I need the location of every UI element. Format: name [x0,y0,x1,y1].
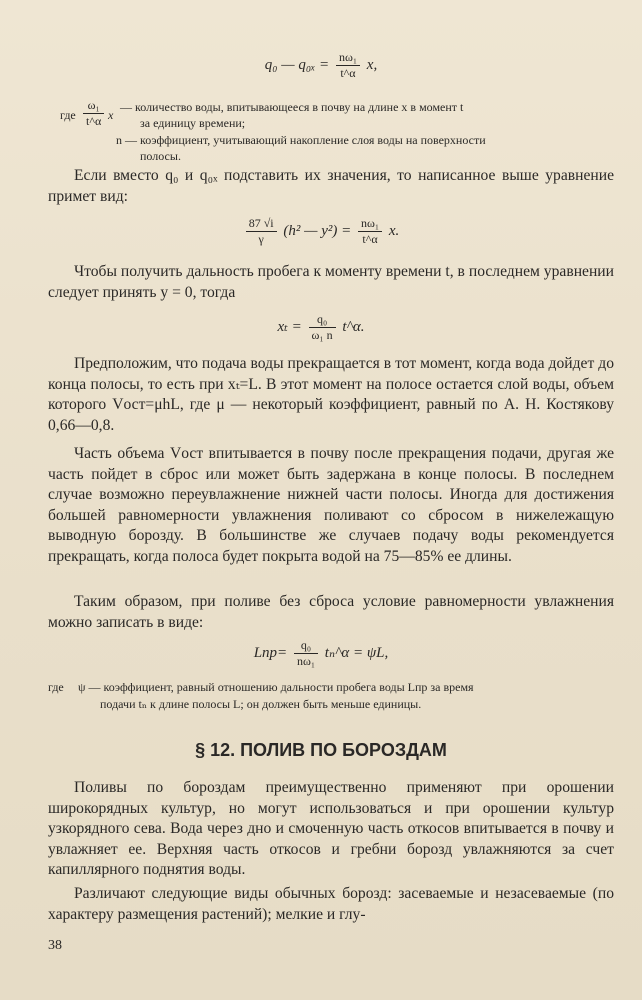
formula-1 [0,50,642,81]
formula-4-numerator: q₀ [294,638,318,654]
where-desc-2a: n — коэффициент, учитывающий накопление слоя воды на поверхности [116,133,486,147]
formula-4-right: tₙ^α = ψL, [324,644,389,661]
formula-3-numerator: q₀ [309,312,336,328]
where-desc-psi-1: ψ — коэффициент, равный отношению дальности пробега воды Lпр за время [78,680,474,694]
formula-2-right: x. [388,222,400,239]
paragraph-4 [48,444,614,568]
formula-2-fraction-2 [358,216,382,247]
where-block-2 [0,680,642,716]
paragraph-5 [48,592,614,633]
formula-1-numerator: nω₁ [336,50,360,66]
section-heading: § 12. ПОЛИВ ПО БОРОЗДАМ [195,740,447,760]
where-symbol-fraction [83,98,104,129]
formula-4-left: Lпр= [253,644,288,661]
formula-3-denominator: ω₁ n [311,328,333,342]
formula-1-right: x, [366,56,378,73]
paragraph-1-text: Если вместо q₀ и q₀ₓ подставить их значения, то написанное выше уравнение примет вид: [48,167,614,205]
formula-2-numerator-1: 87 √i [246,216,277,232]
paragraph-1 [48,166,614,207]
paragraph-5-text: Таким образом, при поливе без сброса условие равномерности увлажнения можно записать в виде: [48,593,614,631]
paragraph-2 [48,262,614,303]
paragraph-7 [48,884,614,925]
where-label-2: где [48,680,64,694]
where-symbol-numerator: ω₁ [83,98,104,114]
formula-2-fraction-1 [246,216,277,247]
formula-1-fraction [336,50,360,81]
formula-1-left: q₀ — q₀ₓ = [264,56,330,73]
where-label-1: где [60,108,76,122]
page-number: 38 [48,938,62,953]
formula-2-denominator-1: γ [258,232,264,246]
where-symbol-x: x [108,108,114,122]
formula-2-numerator-2: nω₁ [358,216,382,232]
formula-3 [0,312,642,343]
where-desc-psi-2: подачи tₙ к длине полосы L; он должен быть меньше единицы. [100,697,422,711]
paragraph-4-text: Часть объема Vост впитывается в почву после прекращения подачи, другая же часть пойдет в сброс или может быть задержана в конце полосы. В последнем случае возможно переувлажнение нижней части полосы. Иногда для достижения большей равномерности увлажнения поливают со сбросом в нижележащую выводную борозду. В большинстве же случаев подачу воды рекомендуется прекращать, когда полоса будет покрыта водой на 75—85% ее длины. [48,445,614,565]
where-desc-1a: — количество воды, впитывающееся в почву на длине x в момент t [120,100,464,114]
where-desc-2b: полосы. [140,149,181,163]
formula-3-left: xₜ = [277,318,302,335]
paragraph-2-text: Чтобы получить дальность пробега к моменту времени t, в последнем уравнении следует принять y = 0, тогда [48,263,614,301]
formula-3-right: t^α. [342,318,365,335]
paragraph-6 [48,778,614,881]
where-block-1 [0,96,642,166]
formula-4-denominator: nω₁ [296,654,316,668]
formula-2-middle: (h² — y²) = [283,222,352,239]
formula-3-fraction [309,312,336,343]
paragraph-3 [48,354,614,436]
where-desc-1b: за единицу времени; [140,116,246,130]
formula-2 [0,216,642,247]
where-symbol-denominator: t^α [86,114,102,128]
paragraph-7-text: Различают следующие виды обычных борозд: засеваемые и незасеваемые (по характеру размещения растений); мелкие и глу- [48,885,614,923]
formula-2-denominator-2: t^α [362,232,378,246]
paragraph-6-text: Поливы по бороздам преимущественно применяют при орошении широкорядных культур, но могут использоваться и при орошении культур узкорядного сева. Вода через дно и смоченную часть откосов впитывается в почву и увлажняет ее. Верхняя часть откосов и гребни борозд увлажняются за счет капиллярного поднятия воды. [48,779,614,879]
paragraph-3-text: Предположим, что подача воды прекращается в тот момент, когда вода дойдет до конца полосы, то есть при xₜ=L. В этот момент на полосе остается слой воды, объем которого Vост=μhL, где μ — некоторый коэффициент, равный по А. Н. Костякову 0,66—0,8. [48,355,614,434]
formula-4-fraction [294,638,318,669]
formula-1-denominator: t^α [340,66,356,80]
formula-4 [0,638,642,669]
